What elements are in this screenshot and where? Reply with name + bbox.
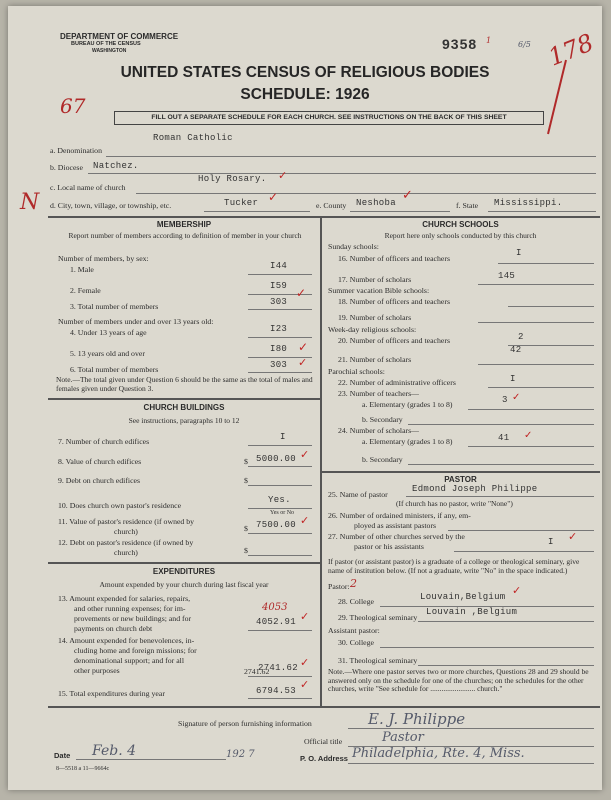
ink-number-left: 67 <box>60 94 86 118</box>
buildings-bottom-rule <box>48 562 320 564</box>
edifices-debt-label: 9. Debt on church edifices <box>58 476 141 485</box>
signature-value: E. J. Philippe <box>368 710 466 728</box>
official-title-value: Pastor <box>382 730 424 745</box>
diocese-value: Natchez. <box>93 161 139 171</box>
schools-bottom-rule <box>321 471 600 473</box>
running-expenses-value: 4052.91 <box>256 617 296 627</box>
denomination-value: Roman Catholic <box>153 133 233 143</box>
running-expenses-line <box>248 630 312 631</box>
bureau-label: BUREAU OF THE CENSUS <box>71 41 141 47</box>
summer-scholars-line <box>478 322 594 323</box>
college-value: Louvain,Belgium <box>420 592 506 602</box>
total-expenditures-value: 6794.53 <box>256 686 296 696</box>
admin-officers-label: 22. Number of administrative officers <box>338 378 456 387</box>
check-mark-church: ✓ <box>278 169 288 182</box>
state-label: f. State <box>456 201 479 210</box>
male-line <box>248 274 312 275</box>
running-expenses-line-3: provements or new buildings; and for <box>74 614 192 623</box>
teachers-label: 23. Number of teachers— <box>338 389 419 398</box>
dollar-sign-12: $ <box>244 546 248 555</box>
total-age-line <box>248 372 312 373</box>
state-line <box>488 211 596 212</box>
expenditures-title: EXPENDITURES <box>152 567 216 576</box>
form-number: 9358 <box>442 36 478 52</box>
residence-value-label-1: 11. Value of pastor's residence (if owned by <box>58 517 195 526</box>
edifices-value-line <box>248 466 312 467</box>
church-name-line <box>136 193 596 194</box>
sunday-schools-label: Sunday schools: <box>328 242 379 251</box>
graduate-note: If pastor (or assistant pastor) is a graduate of a college or theological seminary, give name of institution below. (If not a graduate, write "No" in the space indicated.) <box>328 557 580 575</box>
county-value: Neshoba <box>356 198 396 208</box>
city-line <box>204 211 310 212</box>
frame-top <box>48 216 600 218</box>
edifices-value-label: 8. Value of church edifices <box>58 457 142 466</box>
edifices-count-label: 7. Number of church edifices <box>58 437 150 446</box>
edifices-debt-line <box>248 485 312 486</box>
address-value: Philadelphia, Rte. 4, Miss. <box>352 746 525 761</box>
instruction-text: FILL OUT A SEPARATE SCHEDULE FOR EACH CHURCH. SEE INSTRUCTIONS ON THE BACK OF THIS SHEET <box>151 114 507 121</box>
running-expenses-ink-correction: 4053 <box>262 602 288 613</box>
summer-scholars-label: 19. Number of scholars <box>338 313 412 322</box>
membership-bottom-rule <box>48 398 320 400</box>
running-expenses-line-2: and other running expenses; for im- <box>74 604 186 613</box>
weekday-teachers-label: 20. Number of officers and teachers <box>338 336 451 345</box>
dollar-sign-8: $ <box>244 457 248 466</box>
weekday-scholars-label: 21. Number of scholars <box>338 355 412 364</box>
signature-label: Signature of person furnishing information <box>178 719 312 728</box>
church-name-label: c. Local name of church <box>50 183 126 192</box>
residence-value-label-2: church) <box>114 527 138 536</box>
owns-residence-line <box>248 508 312 509</box>
check-mark-city: ✓ <box>268 190 279 204</box>
other-churches-line-1: 27. Number of other churches served by the <box>328 532 465 541</box>
check-mark-residence: ✓ <box>300 514 310 527</box>
members-by-sex-label: Number of members, by sex: <box>58 254 149 263</box>
edifices-count-value: I <box>280 432 286 442</box>
other-churches-line-2: pastor or his assistants <box>354 542 424 551</box>
pastor-name-hint: (If church has no pastor, write "None") <box>396 499 513 508</box>
sunday-teachers-value: I <box>516 248 522 258</box>
pastor-note: Note.—Where one pastor serves two or more churches, Questions 28 and 29 should be answered only on the schedule for one of the churches; on the schedules for the other churches, write "See schedule for ........................ church." <box>328 667 589 694</box>
check-mark-edifices: ✓ <box>300 448 310 461</box>
elementary-scholars-label: a. Elementary (grades 1 to 8) <box>362 437 453 446</box>
check-mark-county: ✓ <box>402 188 413 203</box>
seminary-value: Louvain ,Belgium <box>426 607 518 617</box>
dollar-sign-9: $ <box>244 476 248 485</box>
secondary-scholars-label: b. Secondary <box>362 455 403 464</box>
check-mark-teachers: ✓ <box>512 392 521 403</box>
city-value: Tucker <box>224 198 259 208</box>
ink-number-right: 178 <box>544 28 598 72</box>
schools-intro: Report here only schools conducted by this church <box>384 231 537 240</box>
check-mark-scholars: ✓ <box>524 430 533 441</box>
elementary-teachers-value: 3 <box>502 395 508 405</box>
edifices-value: 5000.00 <box>256 454 296 464</box>
pastor-title: PASTOR <box>444 475 477 484</box>
sunday-scholars-value: 145 <box>498 271 516 281</box>
benevolences-line-3: denominational support; and for all <box>74 656 184 665</box>
total-members-sex-label: 3. Total number of members <box>70 302 159 311</box>
state-value: Mississippi. <box>494 198 563 208</box>
membership-title: MEMBERSHIP <box>156 220 212 229</box>
assistant-college-line <box>380 647 594 648</box>
male-label: 1. Male <box>70 265 94 274</box>
print-code: 8—5518 a 11—9664c <box>56 766 110 772</box>
assistant-pastor-subheading: Assistant pastor: <box>328 626 380 635</box>
church-name-value: Holy Rosary. <box>198 174 267 184</box>
other-churches-line <box>454 551 594 552</box>
check-mark-total-sex: ✓ <box>296 286 307 300</box>
date-value: Feb. 4 <box>92 743 137 759</box>
residence-debt-label-2: church) <box>114 548 138 557</box>
running-expenses-line-4: payments on church debt <box>74 624 153 633</box>
dollar-sign-14: 2741.62 <box>244 667 270 676</box>
residence-debt-line <box>248 555 312 556</box>
ink-margin-letter: N <box>20 190 40 215</box>
total-members-sex-value: 303 <box>270 297 288 307</box>
residence-debt-label-1: 12. Debt on pastor's residence (if owned by <box>58 538 194 547</box>
pastor-subheading: Pastor: <box>328 582 350 591</box>
signature-line <box>348 728 594 729</box>
city-label: d. City, town, village, or township, etc. <box>50 201 172 210</box>
dollar-sign-11: $ <box>244 524 248 533</box>
ink-mark-small: 1 <box>486 36 492 45</box>
county-label: e. County <box>316 201 347 210</box>
elementary-teachers-label: a. Elementary (grades 1 to 8) <box>362 400 453 409</box>
sunday-teachers-label: 16. Number of officers and teachers <box>338 254 451 263</box>
weekday-teachers-value: 2 <box>518 332 524 342</box>
check-mark-college: ✓ <box>512 584 522 597</box>
total-members-age-label: 6. Total number of members <box>70 365 159 374</box>
diocese-line <box>88 173 596 174</box>
parochial-schools-label: Parochial schools: <box>328 367 385 376</box>
membership-intro: Report number of members according to definition of member in your church <box>68 231 302 240</box>
city-label: WASHINGTON <box>92 48 127 54</box>
benevolences-line <box>248 676 312 677</box>
department-label: DEPARTMENT OF COMMERCE <box>60 32 179 41</box>
admin-officers-value: I <box>510 374 516 384</box>
benevolences-line-2: cluding home and foreign missions; for <box>74 646 197 655</box>
female-value: I59 <box>270 281 288 291</box>
schedule-title: SCHEDULE: 1926 <box>240 86 370 103</box>
check-mark-total-age: ✓ <box>298 356 308 369</box>
seminary-line <box>418 621 594 622</box>
pastor-ink-mark: 2 <box>350 577 357 590</box>
census-schedule-form <box>8 6 602 790</box>
summer-teachers-label: 18. Number of officers and teachers <box>338 297 451 306</box>
under-13-label: 4. Under 13 years of age <box>70 328 147 337</box>
sunday-scholars-label: 17. Number of scholars <box>338 275 412 284</box>
diocese-label: b. Diocese <box>50 163 83 172</box>
benevolences-line-1: 14. Amount expended for benevolences, in- <box>58 636 195 645</box>
assistant-seminary-label: 31. Theological seminary <box>338 656 418 665</box>
check-mark-other-churches: ✓ <box>568 530 578 543</box>
check-mark-total: ✓ <box>300 678 310 691</box>
weekday-scholars-line <box>478 364 594 365</box>
residence-value-line <box>248 533 312 534</box>
elementary-teachers-line <box>468 409 594 410</box>
official-title-label: Official title <box>304 737 343 746</box>
edifices-count-line <box>248 445 312 446</box>
denomination-line <box>106 156 596 157</box>
sunday-scholars-line <box>478 284 594 285</box>
over-13-label: 5. 13 years old and over <box>70 349 145 358</box>
assistant-seminary-line <box>418 665 594 666</box>
running-expenses-line-1: 13. Amount expended for salaries, repairs, <box>58 594 191 603</box>
pastor-name-label: 25. Name of pastor <box>328 490 388 499</box>
weekday-schools-label: Week-day religious schools: <box>328 325 417 334</box>
elementary-scholars-value: 41 <box>498 433 510 443</box>
weekday-scholars-value: 42 <box>510 345 522 355</box>
membership-note: Note.—The total given under Question 6 should be the same as the total of males and females given under Question 3. <box>56 375 313 393</box>
residence-value: 7500.00 <box>256 520 296 530</box>
summer-teachers-line <box>508 306 594 307</box>
female-label: 2. Female <box>70 286 101 295</box>
check-mark-over-13: ✓ <box>298 340 309 354</box>
check-mark-benevolences: ✓ <box>300 656 310 669</box>
college-label: 28. College <box>338 597 374 606</box>
owns-residence-label: 10. Does church own pastor's residence <box>58 501 182 510</box>
other-churches-value: I <box>548 537 554 547</box>
over-13-value: I80 <box>270 344 288 354</box>
pencil-mark: 6/5 <box>518 40 531 49</box>
benevolences-value: 2741.62 <box>258 663 298 673</box>
yes-or-no-hint: Yes or No <box>270 510 295 516</box>
sunday-teachers-line <box>498 263 594 264</box>
total-expenditures-label: 15. Total expenditures during year <box>58 689 165 698</box>
date-line <box>76 759 226 760</box>
summer-schools-label: Summer vacation Bible schools: <box>328 286 430 295</box>
benevolences-line-4: other purposes <box>74 666 120 675</box>
address-line <box>348 763 594 764</box>
check-mark-running: ✓ <box>300 610 310 623</box>
county-line <box>350 211 450 212</box>
members-by-age-label: Number of members under and over 13 years old: <box>58 317 214 326</box>
year-value: 192 7 <box>226 749 255 760</box>
scholars-label: 24. Number of scholars— <box>338 426 419 435</box>
admin-officers-line <box>488 387 594 388</box>
total-members-age-value: 303 <box>270 360 288 370</box>
under-13-line <box>248 337 312 338</box>
expenditures-intro: Amount expended by your church during last fiscal year <box>99 580 269 589</box>
elementary-scholars-line <box>468 446 594 447</box>
address-label: P. O. Address <box>300 754 348 763</box>
assistant-ministers-line-2: ployed as assistant pastors <box>354 521 437 530</box>
schools-title: CHURCH SCHOOLS <box>422 220 499 229</box>
total-sex-line <box>248 309 312 310</box>
under-13-value: I23 <box>270 324 288 334</box>
male-value: I44 <box>270 261 288 271</box>
form-title: UNITED STATES CENSUS OF RELIGIOUS BODIES <box>120 64 490 81</box>
secondary-teachers-line <box>408 424 594 425</box>
pastor-name-value: Edmond Joseph Philippe <box>412 484 538 494</box>
column-divider <box>320 216 322 706</box>
assistant-college-label: 30. College <box>338 638 374 647</box>
total-expenditures-line <box>248 698 312 699</box>
pastor-name-line <box>406 496 594 497</box>
secondary-teachers-label: b. Secondary <box>362 415 403 424</box>
date-label: Date <box>54 751 71 760</box>
frame-bottom <box>48 706 600 708</box>
buildings-title: CHURCH BUILDINGS <box>143 403 225 412</box>
secondary-scholars-line <box>408 464 594 465</box>
buildings-intro: See instructions, paragraphs 10 to 12 <box>128 416 240 425</box>
owns-residence-value: Yes. <box>268 495 291 505</box>
denomination-label: a. Denomination <box>50 146 102 155</box>
assistant-ministers-line-1: 26. Number of ordained ministers, if any, em- <box>328 511 471 520</box>
seminary-label: 29. Theological seminary <box>338 613 418 622</box>
